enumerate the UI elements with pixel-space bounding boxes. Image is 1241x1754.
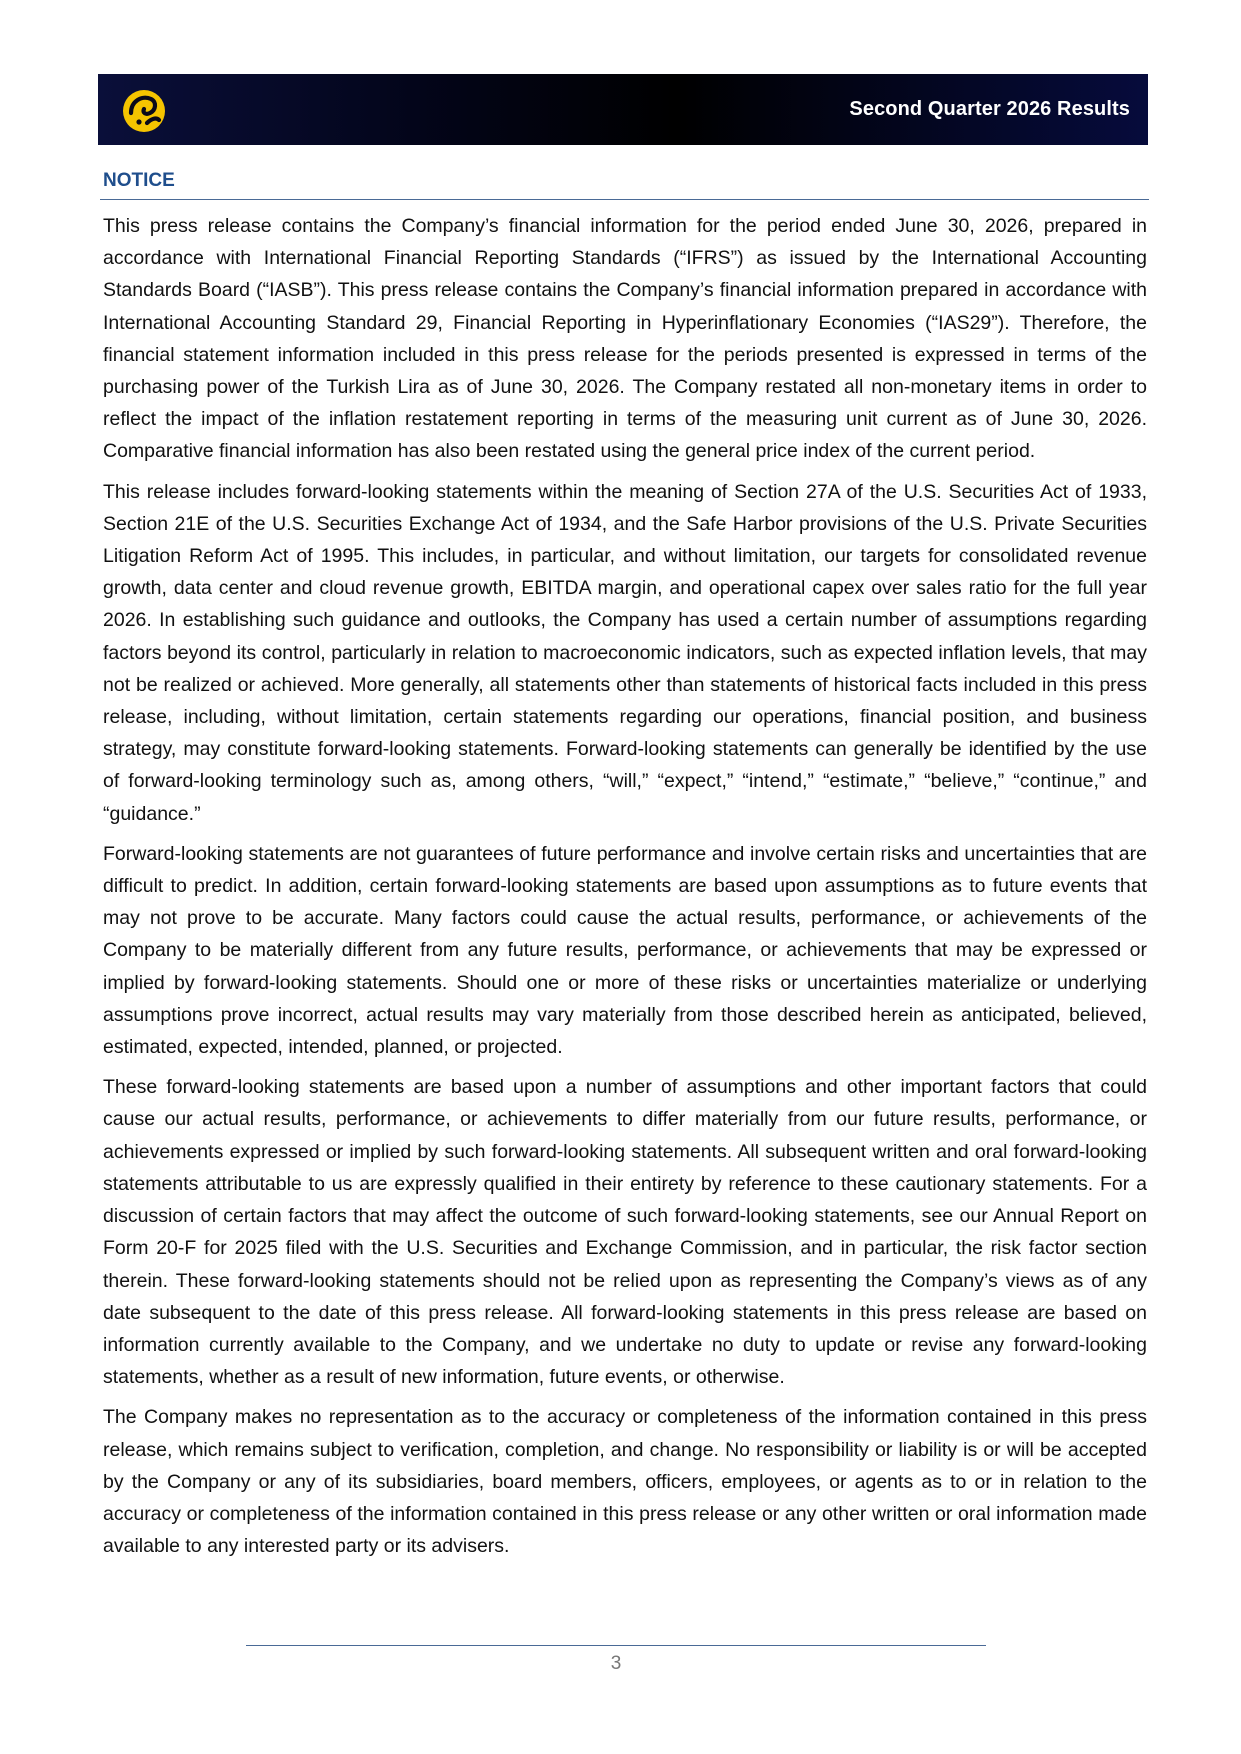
notice-body — [103, 210, 1147, 1570]
notice-paragraph: This press release contains the Company’s financial information for the period ended June 30, 2026, prepared in accordance with International Financial Reporting Standards (“IFRS”) as issued by the International Accounting Standards Board (“IASB”). This press release contains the Company’s financial information prepared in accordance with International Accounting Standard 29, Financial Reporting in Hyperinflationary Economies (“IAS29”). Therefore, the financial statement information included in this press release for the periods presented is expressed in terms of the purchasing power of the Turkish Lira as of June 30, 2026. The Company restated all non-monetary items in order to reflect the impact of the inflation restatement reporting in terms of the measuring unit current as of June 30, 2026. Comparative financial information has also been restated using the general price index of the current period. — [103, 215, 1147, 463]
notice-paragraph: This release includes forward-looking statements within the meaning of Section 27A of the U.S. Securities Act of 1933, Section 21E of the U.S. Securities Exchange Act of 1934, and the Safe Harbor provisions of the U.S. Private Securities Litigation Reform Act of 1995. This includes, in particular, and without limitation, our targets for consolidated revenue growth, data center and cloud revenue growth, EBITDA margin, and operational capex over sales ratio for the full year 2026. In establishing such guidance and outlooks, the Company has used a certain number of assumptions regarding factors beyond its control, particularly in relation to macroeconomic indicators, such as expected inflation levels, that may not be realized or achieved. More generally, all statements other than statements of historical facts included in this press release, including, without limitation, certain statements regarding our operations, financial position, and business strategy, may constitute forward-looking statements. Forward-looking statements can generally be identified by the use of forward-looking terminology such as, among others, “will,” “expect,” “intend,” “estimate,” “believe,” “continue,” and “guidance.” — [103, 480, 1147, 825]
footer-divider — [246, 1645, 986, 1646]
turkcell-logo-icon — [120, 86, 168, 134]
report-title: Second Quarter 2026 Results — [849, 98, 1130, 120]
notice-paragraph: These forward-looking statements are based upon a number of assumptions and other important factors that could cause our actual results, performance, or achievements to differ materially from our future results, performance, or achievements expressed or implied by such forward-looking statements. All subsequent written and oral forward-looking statements attributable to us are expressly qualified in their entirety by reference to these cautionary statements. For a discussion of certain factors that may affect the outcome of such forward-looking statements, see our Annual Report on Form 20-F for 2025 filed with the U.S. Securities and Exchange Commission, and in particular, the risk factor section therein. These forward-looking statements should not be relied upon as representing the Company’s views as of any date subsequent to the date of this press release. All forward-looking statements in this press release are based on information currently available to the Company, and we undertake no duty to update or revise any forward-looking statements, whether as a result of new information, future events, or otherwise. — [103, 1076, 1147, 1389]
notice-paragraph: Forward-looking statements are not guarantees of future performance and involve certain risks and uncertainties that are difficult to predict. In addition, certain forward-looking statements are based upon assumptions as to future events that may not prove to be accurate. Many factors could cause the actual results, performance, or achievements of the Company to be materially different from any future results, performance, or achievements that may be expressed or implied by forward-looking statements. Should one or more of these risks or uncertainties materialize or underlying assumptions prove incorrect, actual results may vary materially from those described herein as anticipated, believed, estimated, expected, intended, planned, or projected. — [103, 842, 1147, 1059]
notice-paragraph: The Company makes no representation as to the accuracy or completeness of the information contained in this press release, which remains subject to verification, completion, and change. No responsibility or liability is or will be accepted by the Company or any of its subsidiaries, board members, officers, employees, or agents as to or in relation to the accuracy or completeness of the information contained in this press release or any other written or oral information made available to any interested party or its advisers. — [103, 1406, 1147, 1558]
page-number: 3 — [610, 1653, 622, 1674]
heading-divider — [100, 199, 1149, 200]
notice-heading: NOTICE — [103, 170, 175, 191]
header-bar — [98, 74, 1148, 145]
